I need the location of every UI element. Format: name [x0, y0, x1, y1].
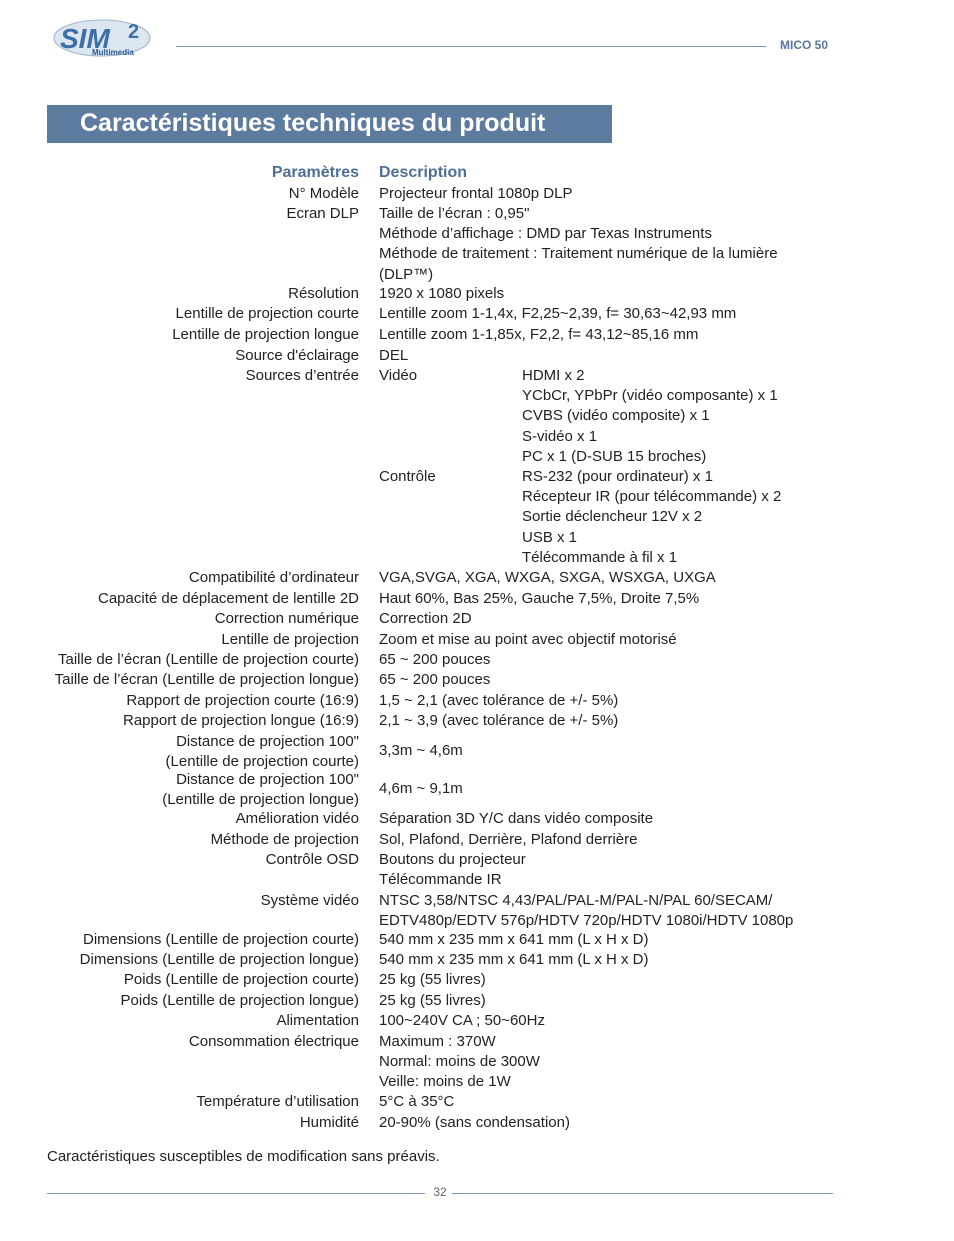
- spec-value-line: 2,1 ~ 3,9 (avec tolérance de +/- 5%): [379, 712, 619, 729]
- spec-value-line: Sol, Plafond, Derrière, Plafond derrière: [379, 831, 638, 848]
- spec-label-line: Taille de l’écran (Lentille de projection courte): [58, 651, 359, 668]
- spec-value-line: (DLP™): [379, 265, 434, 283]
- spec-value: [379, 1011, 819, 1031]
- spec-value-line: Veille: moins de 1W: [379, 1073, 511, 1091]
- footer-rule-right: [452, 1193, 833, 1194]
- spec-label-line: Rapport de projection courte (16:9): [126, 692, 359, 709]
- spec-value: [379, 1113, 819, 1133]
- spec-subvalue-line: S-vidéo x 1: [522, 427, 598, 445]
- spec-label-line: Ecran DLP: [286, 205, 359, 222]
- footnote: Caractéristiques susceptibles de modification sans préavis.: [47, 1148, 440, 1165]
- spec-label-line: Poids (Lentille de projection courte): [123, 971, 359, 988]
- spec-label-line: Lentille de projection longue: [172, 326, 359, 343]
- spec-value: [379, 346, 819, 366]
- spec-value: [379, 650, 819, 670]
- spec-value: [379, 930, 819, 950]
- spec-label: [29, 1113, 359, 1133]
- spec-value-line: Normal: moins de 300W: [379, 1053, 540, 1071]
- spec-label: [29, 650, 359, 670]
- spec-value: [379, 184, 819, 204]
- spec-value: [379, 609, 819, 629]
- spec-value-line: Lentille zoom 1-1,4x, F2,25~2,39, f= 30,63~42,93 mm: [379, 305, 737, 322]
- spec-value-line: EDTV480p/EDTV 576p/HDTV 720p/HDTV 1080i/HDTV 1080p: [379, 912, 794, 930]
- page-number: 32: [433, 1185, 447, 1199]
- svg-text:2: 2: [128, 21, 140, 43]
- spec-subvalue-line: HDMI x 2: [522, 367, 585, 384]
- spec-label-line: Dimensions (Lentille de projection courte): [83, 931, 359, 948]
- sim2-logo: [52, 16, 156, 60]
- spec-label: [29, 770, 359, 810]
- spec-label-line: Contrôle OSD: [265, 851, 359, 868]
- spec-value-line: 4,6m ~ 9,1m: [379, 780, 463, 797]
- spec-label: [29, 325, 359, 345]
- spec-label: [29, 930, 359, 950]
- spec-value-line: 1,5 ~ 2,1 (avec tolérance de +/- 5%): [379, 692, 619, 709]
- spec-label-line: Compatibilité d’ordinateur: [188, 569, 359, 586]
- spec-value-line: Méthode d’affichage : DMD par Texas Instruments: [379, 225, 712, 243]
- spec-subvalue-line: Télécommande à fil x 1: [522, 548, 678, 566]
- spec-value-line: VGA,SVGA, XGA, WXGA, SXGA, WSXGA, UXGA: [379, 569, 716, 586]
- spec-label: [29, 184, 359, 204]
- spec-label: [29, 568, 359, 588]
- spec-value-line: Taille de l’écran : 0,95": [379, 205, 530, 222]
- spec-label-line: Sources d’entrée: [245, 367, 359, 384]
- spec-value-line: 65 ~ 200 pouces: [379, 671, 491, 688]
- spec-label-line: Consommation électrique: [188, 1033, 359, 1050]
- spec-label-line: Capacité de déplacement de lentille 2D: [98, 590, 359, 607]
- spec-value-line: 100~240V CA ; 50~60Hz: [379, 1012, 545, 1029]
- spec-value-line: 5°C à 35°C: [379, 1093, 455, 1110]
- spec-value: [379, 830, 819, 850]
- spec-label: [29, 891, 359, 911]
- spec-label: [29, 284, 359, 304]
- spec-value-line: Vidéo: [379, 367, 418, 384]
- spec-label-line: Dimensions (Lentille de projection longue): [79, 951, 359, 968]
- spec-subvalue-line: RS-232 (pour ordinateur) x 1: [522, 468, 713, 485]
- spec-value: [379, 850, 819, 890]
- spec-subvalue-line: Récepteur IR (pour télécommande) x 2: [522, 488, 782, 506]
- spec-label: [29, 950, 359, 970]
- spec-label: [29, 346, 359, 366]
- spec-value-line: 1920 x 1080 pixels: [379, 285, 505, 302]
- section-title: Caractéristiques techniques du produit: [80, 109, 546, 137]
- spec-value: [379, 325, 819, 345]
- spec-value: [379, 691, 819, 711]
- spec-value: [379, 970, 819, 990]
- section-title-bar: [47, 105, 612, 143]
- spec-value-line: Zoom et mise au point avec objectif motorisé: [379, 631, 677, 648]
- spec-label: [29, 630, 359, 650]
- spec-value-line: 20-90% (sans condensation): [379, 1114, 570, 1131]
- spec-label-line: Lentille de projection courte: [175, 305, 359, 322]
- spec-value-line: Télécommande IR: [379, 871, 502, 889]
- spec-value: [379, 779, 819, 799]
- spec-value: [379, 711, 819, 731]
- spec-value-line: Haut 60%, Bas 25%, Gauche 7,5%, Droite 7,5%: [379, 590, 700, 607]
- spec-value-line: 65 ~ 200 pouces: [379, 651, 491, 668]
- spec-label-line: Distance de projection 100": [176, 733, 359, 750]
- spec-label: [29, 809, 359, 829]
- spec-value: [379, 991, 819, 1011]
- spec-value: [379, 1032, 819, 1093]
- column-header-parameters: Paramètres: [271, 164, 359, 181]
- spec-value: [379, 284, 819, 304]
- spec-subvalue-line: USB x 1: [522, 528, 578, 546]
- spec-value-line: Correction 2D: [379, 610, 472, 627]
- spec-subvalue-line: YCbCr, YPbPr (vidéo composante) x 1: [522, 387, 778, 405]
- spec-value-line: Lentille zoom 1-1,85x, F2,2, f= 43,12~85,16 mm: [379, 326, 699, 343]
- spec-label-line: Rapport de projection longue (16:9): [123, 712, 359, 729]
- spec-label-line: Distance de projection 100": [176, 771, 359, 788]
- spec-value-line: Contrôle: [379, 468, 436, 485]
- spec-subvalue-line: CVBS (vidéo composite) x 1: [522, 407, 710, 425]
- spec-value-line: Séparation 3D Y/C dans vidéo composite: [379, 810, 654, 827]
- spec-label-line: (Lentille de projection longue): [162, 791, 359, 808]
- spec-label: [29, 1032, 359, 1052]
- spec-label-line: Méthode de projection: [210, 831, 359, 848]
- spec-value-line: DEL: [379, 347, 409, 364]
- spec-label-line: Système vidéo: [260, 892, 359, 909]
- spec-value: [379, 670, 819, 690]
- spec-label-line: (Lentille de projection courte): [165, 753, 359, 770]
- spec-subvalue-line: Sortie déclencheur 12V x 2: [522, 508, 703, 526]
- spec-label-line: Humidité: [299, 1114, 359, 1131]
- spec-value-line: 540 mm x 235 mm x 641 mm (L x H x D): [379, 951, 649, 968]
- spec-value: [379, 950, 819, 970]
- spec-label-line: Poids (Lentille de projection longue): [120, 992, 359, 1009]
- spec-label: [29, 1011, 359, 1031]
- spec-label-line: Alimentation: [276, 1012, 359, 1029]
- spec-value-line: 25 kg (55 livres): [379, 971, 486, 988]
- spec-value: [379, 304, 819, 324]
- spec-label: [29, 1092, 359, 1112]
- spec-value-line: Méthode de traitement : Traitement numérique de la lumière: [379, 245, 778, 263]
- spec-subvalues: [522, 467, 822, 568]
- spec-label: [29, 204, 359, 224]
- spec-value-line: Projecteur frontal 1080p DLP: [379, 185, 573, 202]
- svg-text:SIM: SIM: [60, 23, 110, 54]
- spec-value: [379, 891, 819, 931]
- spec-label-line: Source d'éclairage: [235, 347, 359, 364]
- spec-label: [29, 850, 359, 870]
- document-id: MICO 50: [780, 38, 829, 52]
- spec-label: [29, 366, 359, 386]
- spec-label: [29, 304, 359, 324]
- spec-value: [379, 630, 819, 650]
- spec-value: [379, 1092, 819, 1112]
- spec-subvalue-line: PC x 1 (D-SUB 15 broches): [522, 447, 707, 465]
- spec-value: [379, 809, 819, 829]
- spec-value-line: Boutons du projecteur: [379, 851, 526, 868]
- spec-value: [379, 204, 819, 285]
- spec-value-line: 25 kg (55 livres): [379, 992, 486, 1009]
- spec-label-line: Taille de l’écran (Lentille de projection longue): [54, 671, 359, 688]
- spec-label: [29, 732, 359, 772]
- svg-text:Multimedia: Multimedia: [92, 48, 134, 57]
- spec-label: [29, 711, 359, 731]
- spec-label: [29, 830, 359, 850]
- spec-label-line: Correction numérique: [214, 610, 359, 627]
- spec-value: [379, 741, 819, 761]
- footer-rule-left: [47, 1193, 425, 1194]
- spec-label: [29, 670, 359, 690]
- spec-label: [29, 970, 359, 990]
- spec-label: [29, 691, 359, 711]
- spec-subvalues: [522, 366, 822, 467]
- spec-value: [379, 589, 819, 609]
- spec-value-line: 3,3m ~ 4,6m: [379, 742, 463, 759]
- spec-label-line: Résolution: [288, 285, 359, 302]
- spec-label-line: Lentille de projection: [221, 631, 359, 648]
- spec-value-line: Maximum : 370W: [379, 1033, 496, 1050]
- spec-label: [29, 589, 359, 609]
- column-header-description: Description: [379, 164, 468, 181]
- spec-label: [29, 609, 359, 629]
- spec-label-line: Température d’utilisation: [196, 1093, 359, 1110]
- spec-value-line: 540 mm x 235 mm x 641 mm (L x H x D): [379, 931, 649, 948]
- spec-value-line: NTSC 3,58/NTSC 4,43/PAL/PAL-M/PAL-N/PAL 60/SECAM/: [379, 892, 773, 909]
- header-rule: [176, 46, 766, 47]
- spec-label-line: N° Modèle: [288, 185, 359, 202]
- spec-label: [29, 991, 359, 1011]
- spec-label-line: Amélioration vidéo: [235, 810, 359, 827]
- spec-value: [379, 568, 819, 588]
